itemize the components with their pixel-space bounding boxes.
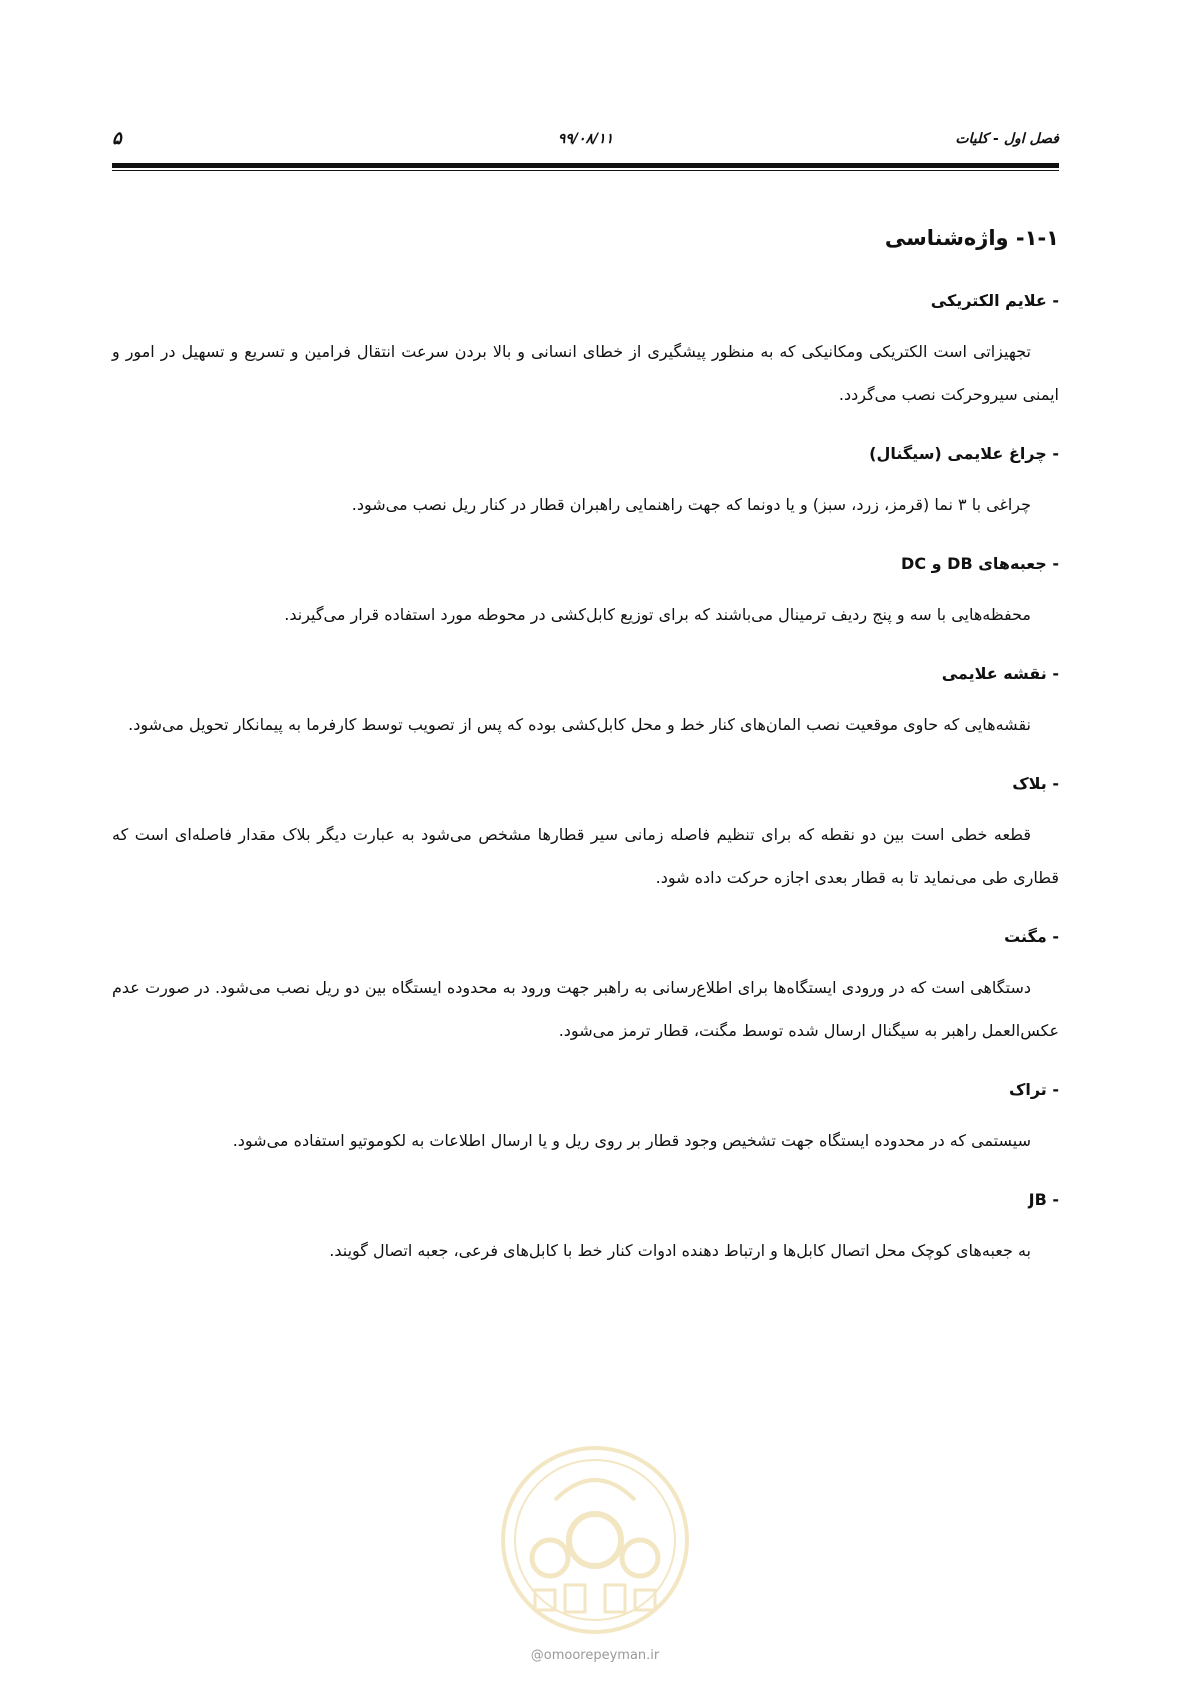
header-rule-thick	[112, 163, 1059, 168]
definition-entry	[112, 769, 1059, 899]
chapter-title: فصل اول - کلیات	[955, 131, 1059, 147]
page-header	[112, 128, 1059, 152]
term-definition: محفظه‌هایی با سه و پنج ردیف ترمینال می‌باشند که برای توزیع کابل‌کشی در محوطه مورد استفاده قرار می‌گیرند.	[284, 605, 1031, 624]
term-definition: نقشه‌هایی که حاوی موقعیت نصب المان‌های کنار خط و محل کابل‌کشی بوده که پس از تصویب توسط کارفرما به پیمانکار تحویل می‌شود.	[128, 715, 1031, 734]
term-heading: - نقشه علایمی	[941, 664, 1059, 683]
page-number: ۵	[112, 128, 122, 149]
definition-entry	[112, 549, 1059, 636]
definition-entry	[112, 439, 1059, 526]
section-title: ۱-۱- واژه‌شناسی	[884, 226, 1059, 250]
term-heading: - چراغ علایمی (سیگنال)	[869, 444, 1059, 463]
term-heading: - تراک	[1008, 1080, 1059, 1099]
term-definition: دستگاهی است که در ورودی ایستگاه‌ها برای اطلاع‌رسانی به راهبر جهت ورود به محدوده ایستگاه بین دو ریل نصب می‌شود. در صورت عدم عکس‌العمل راهبر به سیگنال ارسال شده توسط مگنت، قطار ترمز می‌شود.	[112, 978, 1059, 1040]
term-definition: سیستمی که در محدوده ایستگاه جهت تشخیص وجود قطار بر روی ریل و یا ارسال اطلاعات به لکوموتیو استفاده می‌شود.	[232, 1131, 1031, 1150]
term-definition: به جعبه‌های کوچک محل اتصال کابل‌ها و ارتباط دهنده ادوات کنار خط با کابل‌های فرعی، جعبه اتصال گویند.	[329, 1241, 1031, 1260]
header-rule-thin	[112, 170, 1059, 171]
definition-entry	[112, 659, 1059, 746]
term-definition: قطعه خطی است بین دو نقطه که برای تنظیم فاصله زمانی سیر قطارها مشخص می‌شود به عبارت دیگر بلاک مقدار فاصله‌ای است که قطاری طی می‌نماید تا به قطار بعدی اجازه حرکت داده شود.	[112, 825, 1059, 887]
term-heading: - مگنت	[1004, 927, 1059, 946]
term-definition: چراغی با ۳ نما (قرمز، زرد، سبز) و یا دونما که جهت راهنمایی راهبران قطار در کنار ریل نصب می‌شود.	[351, 495, 1031, 514]
definition-entry	[112, 1075, 1059, 1162]
definition-entry	[112, 1185, 1059, 1272]
term-definition: تجهیزاتی است الکتریکی ومکانیکی که به منظور پیشگیری از خطای انسانی و بالا بردن سرعت انتقال فرامین و تسریع و تسهیل در امور و ایمنی سیروحرکت نصب می‌گردد.	[112, 342, 1059, 404]
header-date: ۹۹/۰۸/۱۱	[557, 131, 614, 147]
watermark-logo-icon	[495, 1440, 695, 1640]
definition-entry	[112, 922, 1059, 1052]
document-body	[112, 218, 1059, 1295]
term-heading: - جعبه‌های DB و DC	[901, 554, 1059, 573]
term-heading: - بلاک	[1012, 774, 1059, 793]
term-heading: - علایم الکتریکی	[930, 291, 1059, 310]
term-heading: - JB	[1028, 1190, 1059, 1209]
watermark-site: @omoorepeyman.ir	[530, 1648, 660, 1663]
definition-entry	[112, 286, 1059, 416]
